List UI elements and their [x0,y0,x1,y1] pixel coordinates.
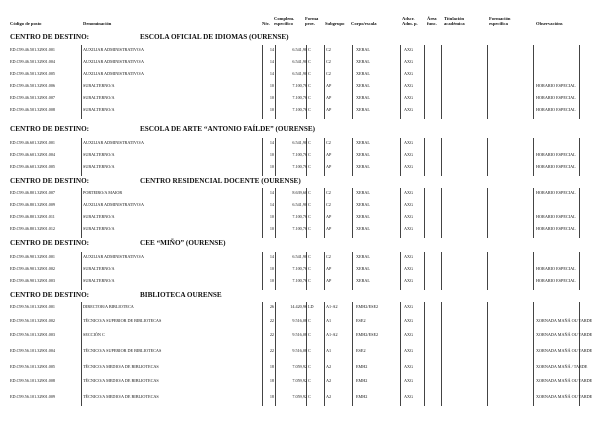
cell-adscr: AXG [404,266,414,271]
cell-corpo: XERAL [356,214,370,219]
cell-obs: HORARIO ESPECIAL [536,266,576,271]
cell-comp: 7.100,76 [292,226,307,231]
cell-den: TÉCNICO/A MEDIO/A DE BIBLIOTECAS [83,364,159,369]
cell-adscr: AXG [404,71,414,76]
cell-corpo: ESE2 [356,318,366,323]
cell-comp: 7.100,76 [292,95,307,100]
cell-code: ED.C99.46.501.32901.006 [10,83,56,88]
header-titulacion: Titulación académica [444,16,465,27]
column-divider [324,188,325,238]
column-divider [424,302,425,406]
cell-niv: 22 [269,332,274,337]
cell-adscr: AXG [404,47,414,52]
column-divider [441,188,442,238]
column-divider [487,252,488,290]
cell-comp: 7.100,76 [292,278,307,283]
cell-comp: 6.541,90 [292,140,307,145]
cell-den: SUBALTERNO/A [83,266,115,271]
header-subgrupo: Subgrupo [325,21,345,26]
cell-adscr: AXG [404,304,414,309]
section-label: CENTRO DE DESTINO: [10,33,90,41]
cell-sub: C2 [326,47,331,52]
cell-den: SUBALTERNO/A [83,278,115,283]
cell-corpo: XERAL [356,95,370,100]
section-label: CENTRO DE DESTINO: [10,125,90,133]
cell-corpo: XERAL [356,107,370,112]
cell-forma: C [308,152,311,157]
column-divider [324,45,325,119]
cell-forma: C [308,214,311,219]
column-divider [352,138,353,176]
cell-adscr: AXG [404,190,414,195]
cell-code: ED.C99.46.901.32901.001 [10,254,56,259]
section-label: CENTRO DE DESTINO: [10,291,90,299]
cell-forma: LD [308,304,314,309]
cell-adscr: AXG [404,95,414,100]
column-divider [324,138,325,176]
cell-niv: 10 [269,83,274,88]
cell-den: SUBALTERNO/A [83,95,115,100]
cell-adscr: AXG [404,59,414,64]
section-place: CENTRO RESIDENCIAL DOCENTE (OURENSE) [140,177,301,185]
cell-adscr: AXG [404,278,414,283]
cell-corpo: XERAL [356,202,370,207]
column-divider [441,45,442,119]
cell-corpo: EMH2 [356,364,368,369]
cell-sub: AP [326,278,332,283]
cell-obs: HORARIO ESPECIAL [536,214,576,219]
cell-corpo: XERAL [356,83,370,88]
column-divider [352,252,353,290]
cell-code: ED.C99.56.101.32901.008 [10,378,56,383]
cell-adscr: AXG [404,214,414,219]
cell-code: ED.C99.46.801.32901.009 [10,202,56,207]
cell-sub: A2 [326,394,332,399]
cell-forma: C [308,95,311,100]
column-divider [262,302,263,406]
header-complemento: Complem. específico [274,16,295,27]
section-label: CENTRO DE DESTINO: [10,177,90,185]
cell-corpo: XERAL [356,226,370,231]
cell-den: SUBALTERNO/A [83,226,115,231]
header-denominacion: Denominación [83,21,112,26]
cell-forma: C [308,202,311,207]
cell-forma: C [308,59,311,64]
cell-code: ED.C99.46.601.32901.004 [10,152,56,157]
cell-comp: 6.541,90 [292,71,307,76]
cell-forma: C [308,348,311,353]
cell-adscr: AXG [404,378,414,383]
cell-adscr: AXG [404,140,414,145]
cell-code: ED.C99.46.501.32901.001 [10,47,56,52]
cell-comp: 7.059,92 [292,394,307,399]
cell-corpo: XERAL [356,59,370,64]
cell-sub: C2 [326,140,331,145]
cell-niv: 22 [269,348,274,353]
cell-niv: 18 [269,364,274,369]
cell-sub: A1 [326,348,332,353]
header-formacion: Formación específica [489,16,511,27]
cell-forma: C [308,332,311,337]
section-place: ESCOLA DE ARTE “ANTONIO FAÍLDE” (OURENSE) [140,125,316,133]
cell-corpo: XERAL [356,266,370,271]
cell-corpo: EMH2/ESE2 [356,304,379,309]
header-area: Área func. [427,16,437,27]
cell-niv: 22 [269,318,274,323]
cell-obs: HORARIO ESPECIAL [536,190,576,195]
column-divider [400,188,401,238]
cell-comp: 7.100,76 [292,266,307,271]
cell-den: SUBALTERNO/A [83,164,115,169]
cell-corpo: XERAL [356,47,370,52]
cell-adscr: AXG [404,348,414,353]
cell-den: PORTEIRO/A MAIOR [83,190,123,195]
column-divider [424,138,425,176]
column-divider [262,138,263,176]
column-divider [275,45,276,119]
cell-corpo: EMH2/ESE2 [356,332,379,337]
cell-forma: C [308,266,311,271]
cell-niv: 10 [269,226,274,231]
cell-den: SUBALTERNO/A [83,152,115,157]
column-divider [81,302,82,406]
cell-obs: HORARIO ESPECIAL [536,164,576,169]
cell-code: ED.C99.46.501.32901.004 [10,59,56,64]
column-divider [579,252,580,290]
column-divider [275,188,276,238]
cell-sub: AP [326,83,332,88]
column-divider [400,138,401,176]
cell-corpo: XERAL [356,278,370,283]
header-forma: Forma prov. [305,16,319,27]
cell-forma: C [308,71,311,76]
cell-obs: XORNADA MAÑÁ / TARDE [536,364,588,369]
cell-forma: C [308,140,311,145]
column-divider [487,188,488,238]
section-place: ESCOLA OFICIAL DE IDIOMAS (OURENSE) [140,33,289,41]
cell-comp: 6.541,90 [292,202,307,207]
cell-den: TÉCNICO/A MEDIO/A DE BIBLIOTECAS [83,394,159,399]
cell-den: AUXILIAR ADMINISTRATIVO/A [83,254,145,259]
cell-adscr: AXG [404,152,414,157]
cell-code: ED.C99.46.501.32901.008 [10,107,56,112]
header-codigo: Código de posto [10,21,42,26]
column-divider [262,45,263,119]
column-divider [487,138,488,176]
column-divider [81,45,82,119]
cell-obs: XORNADA MAÑÁ OU TARDE [536,394,593,399]
column-divider [441,302,442,406]
cell-corpo: XERAL [356,152,370,157]
column-divider [275,252,276,290]
column-divider [579,138,580,176]
cell-sub: A1-A2 [326,304,338,309]
cell-niv: 10 [269,107,274,112]
cell-sub: C2 [326,254,331,259]
cell-corpo: EMH2 [356,378,368,383]
cell-comp: 7.100,76 [292,164,307,169]
column-divider [275,138,276,176]
cell-niv: 14 [269,59,274,64]
cell-forma: C [308,164,311,169]
cell-den: TÉCNICO/A SUPERIOR DE BIBLIOTECAS [83,318,162,323]
cell-code: ED.C99.56.101.32901.003 [10,332,56,337]
column-divider [81,252,82,290]
cell-code: ED.C99.46.901.32901.002 [10,266,56,271]
cell-sub: C2 [326,190,331,195]
cell-code: ED.C99.46.901.32901.003 [10,278,56,283]
cell-sub: AP [326,107,332,112]
cell-sub: A1 [326,318,332,323]
cell-obs: XORNADA MAÑÁ OU TARDE [536,332,593,337]
section-label: CENTRO DE DESTINO: [10,239,90,247]
cell-sub: AP [326,95,332,100]
cell-sub: A2 [326,378,332,383]
cell-obs: HORARIO ESPECIAL [536,107,576,112]
column-divider [441,138,442,176]
column-divider [324,302,325,406]
cell-sub: A2 [326,364,332,369]
column-divider [352,45,353,119]
cell-comp: 7.100,76 [292,83,307,88]
cell-den: TÉCNICO/A SUPERIOR DE BIBLIOTECAS [83,348,162,353]
cell-corpo: XERAL [356,71,370,76]
cell-sub: AP [326,164,332,169]
cell-obs: XORNADA MAÑÁ OU TARDE [536,318,593,323]
cell-niv: 18 [269,378,274,383]
cell-code: ED.C99.46.801.32901.011 [10,214,55,219]
cell-niv: 14 [269,71,274,76]
cell-code: ED.C99.56.101.32901.005 [10,364,56,369]
cell-comp: 8.639,60 [292,190,307,195]
cell-adscr: AXG [404,318,414,323]
section-place: CEE “MIÑO” (OURENSE) [140,239,226,247]
column-divider [262,188,263,238]
column-divider [262,252,263,290]
cell-forma: C [308,107,311,112]
column-divider [352,188,353,238]
cell-comp: 9.516,08 [292,348,307,353]
cell-corpo: EMH2 [356,394,368,399]
column-divider [81,188,82,238]
cell-den: DIRECTOR/A BIBLIOTECA [83,304,134,309]
cell-code: ED.C99.56.101.32901.004 [10,348,56,353]
cell-sub: C2 [326,71,331,76]
cell-niv: 10 [269,152,274,157]
column-divider [400,45,401,119]
column-divider [533,45,534,119]
cell-niv: 18 [269,394,274,399]
cell-forma: C [308,190,311,195]
column-divider [400,252,401,290]
cell-adscr: AXG [404,164,414,169]
cell-obs: XORNADA MAÑÁ OU TARDE [536,378,593,383]
cell-corpo: XERAL [356,140,370,145]
cell-adscr: AXG [404,107,414,112]
cell-niv: 14 [269,140,274,145]
header-observacions: Observacións [536,21,563,26]
header-adscr: Adscr. Adm. p. [402,16,418,27]
cell-sub: AP [326,214,332,219]
cell-comp: 6.541,90 [292,47,307,52]
table-header [0,13,615,31]
cell-code: ED.C99.46.801.32901.007 [10,190,56,195]
cell-code: ED.C99.56.101.32901.009 [10,394,56,399]
cell-niv: 14 [269,202,274,207]
cell-comp: 7.059,92 [292,364,307,369]
column-divider [352,302,353,406]
cell-den: AUXILIAR ADMINISTRATIVO/A [83,71,145,76]
column-divider [533,302,534,406]
cell-code: ED.C99.46.501.32901.005 [10,71,56,76]
cell-adscr: AXG [404,83,414,88]
column-divider [424,45,425,119]
cell-sub: AP [326,152,332,157]
cell-comp: 7.059,92 [292,378,307,383]
cell-obs: HORARIO ESPECIAL [536,152,576,157]
column-divider [400,302,401,406]
column-divider [441,252,442,290]
cell-sub: C2 [326,59,331,64]
cell-niv: 14 [269,254,274,259]
cell-niv: 14 [269,47,274,52]
column-divider [533,252,534,290]
header-corpo: Corpo/escala [351,21,377,26]
cell-code: ED.C99.56.101.32901.001 [10,304,56,309]
column-divider [424,252,425,290]
cell-forma: C [308,254,311,259]
cell-den: AUXILIAR ADMINISTRATIVO/A [83,140,145,145]
cell-corpo: XERAL [356,164,370,169]
cell-comp: 7.100,76 [292,214,307,219]
cell-den: TÉCNICO/A MEDIO/A DE BIBLIOTECAS [83,378,159,383]
cell-den: AUXILIAR ADMINISTRATIVO/A [83,59,145,64]
cell-corpo: ESE2 [356,348,366,353]
cell-obs: HORARIO ESPECIAL [536,95,576,100]
cell-code: ED.C99.46.601.32901.005 [10,164,56,169]
cell-adscr: AXG [404,364,414,369]
cell-sub: C2 [326,202,331,207]
cell-sub: A1-A2 [326,332,338,337]
cell-forma: C [308,378,311,383]
cell-adscr: AXG [404,332,414,337]
cell-den: SUBALTERNO/A [83,107,115,112]
cell-sub: AP [326,226,332,231]
column-divider [533,138,534,176]
cell-adscr: AXG [404,254,414,259]
cell-forma: C [308,364,311,369]
cell-adscr: AXG [404,226,414,231]
cell-forma: C [308,394,311,399]
cell-comp: 9.516,08 [292,332,307,337]
cell-niv: 26 [269,304,274,309]
cell-den: SUBALTERNO/A [83,214,115,219]
cell-comp: 7.100,76 [292,107,307,112]
cell-niv: 10 [269,95,274,100]
cell-code: ED.C99.46.501.32901.007 [10,95,56,100]
cell-obs: HORARIO ESPECIAL [536,278,576,283]
cell-comp: 9.516,08 [292,318,307,323]
cell-adscr: AXG [404,202,414,207]
cell-niv: 14 [269,190,274,195]
cell-obs: XORNADA MAÑÁ OU TARDE [536,348,593,353]
cell-den: AUXILIAR ADMINISTRATIVO/A [83,47,145,52]
column-divider [81,138,82,176]
cell-den: SUBALTERNO/A [83,83,115,88]
column-divider [487,45,488,119]
cell-niv: 10 [269,266,274,271]
column-divider [275,302,276,406]
cell-comp: 7.100,76 [292,152,307,157]
cell-forma: C [308,226,311,231]
column-divider [424,188,425,238]
cell-niv: 10 [269,214,274,219]
column-divider [324,252,325,290]
column-divider [533,188,534,238]
cell-sub: AP [326,266,332,271]
cell-adscr: AXG [404,394,414,399]
cell-forma: C [308,318,311,323]
section-place: BIBLIOTECA OURENSE [140,291,222,299]
cell-corpo: XERAL [356,254,370,259]
cell-forma: C [308,47,311,52]
cell-comp: 6.541,90 [292,59,307,64]
cell-comp: 6.541,90 [292,254,307,259]
cell-obs: HORARIO ESPECIAL [536,226,576,231]
cell-niv: 10 [269,278,274,283]
cell-den: AUXILIAR ADMINISTRATIVO/A [83,202,145,207]
cell-comp: 14.420,96 [290,304,307,309]
cell-forma: C [308,83,311,88]
cell-code: ED.C99.46.601.32901.001 [10,140,56,145]
cell-obs: HORARIO ESPECIAL [536,83,576,88]
cell-code: ED.C99.46.801.32901.012 [10,226,56,231]
cell-forma: C [308,278,311,283]
cell-den: SECCIÓN C [83,332,105,337]
cell-corpo: XERAL [356,190,370,195]
column-divider [487,302,488,406]
cell-code: ED.C99.56.101.32901.002 [10,318,56,323]
header-nivel: Nív. [262,21,270,26]
cell-niv: 10 [269,164,274,169]
